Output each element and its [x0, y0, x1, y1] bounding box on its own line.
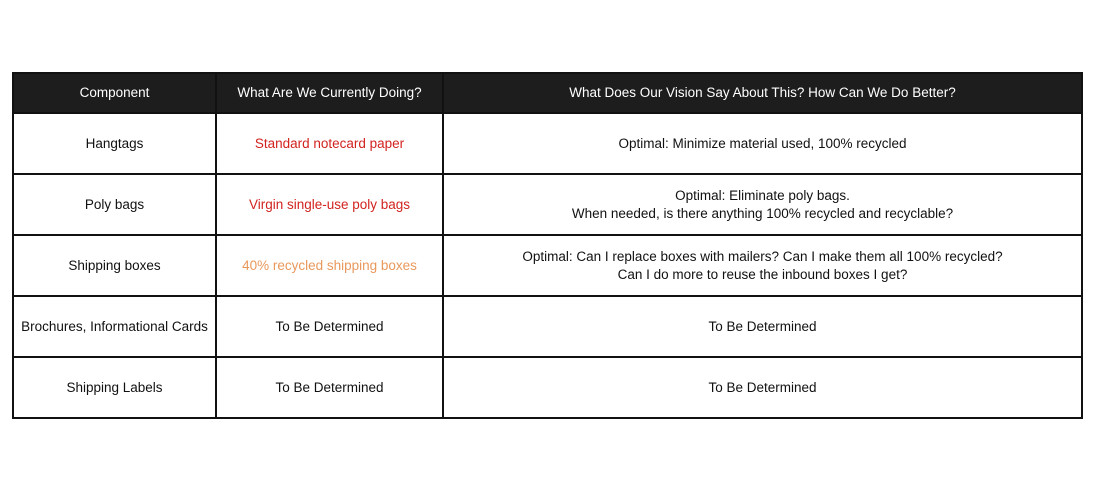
vision-cell	[443, 235, 1082, 296]
current-cell: Standard notecard paper	[216, 113, 443, 174]
vision-line: To Be Determined	[708, 379, 817, 395]
current-cell: To Be Determined	[216, 296, 443, 357]
component-cell: Shipping Labels	[13, 357, 216, 418]
vision-line: Optimal: Can I replace boxes with mailers? Can I make them all 100% recycled?	[522, 248, 1003, 264]
packaging-components-table	[12, 72, 1083, 419]
vision-cell	[443, 357, 1082, 418]
vision-line: Can I do more to reuse the inbound boxes I get?	[617, 266, 908, 282]
current-cell: 40% recycled shipping boxes	[216, 235, 443, 296]
vision-cell	[443, 113, 1082, 174]
header-vision: What Does Our Vision Say About This? How Can We Do Better?	[443, 73, 1082, 113]
vision-line: When needed, is there anything 100% recycled and recyclable?	[571, 205, 954, 221]
table-row	[13, 357, 1082, 418]
vision-line: Optimal: Eliminate poly bags.	[675, 187, 850, 203]
table-row	[13, 174, 1082, 235]
vision-line: To Be Determined	[708, 318, 817, 334]
current-cell: To Be Determined	[216, 357, 443, 418]
header-current: What Are We Currently Doing?	[216, 73, 443, 113]
table-row	[13, 235, 1082, 296]
table-header-row	[13, 73, 1082, 113]
vision-cell	[443, 296, 1082, 357]
table-row	[13, 113, 1082, 174]
vision-line: Optimal: Minimize material used, 100% recycled	[618, 135, 907, 151]
header-component: Component	[13, 73, 216, 113]
component-cell: Shipping boxes	[13, 235, 216, 296]
vision-cell	[443, 174, 1082, 235]
current-cell: Virgin single-use poly bags	[216, 174, 443, 235]
component-cell: Poly bags	[13, 174, 216, 235]
component-cell: Brochures, Informational Cards	[13, 296, 216, 357]
table-row	[13, 296, 1082, 357]
component-cell: Hangtags	[13, 113, 216, 174]
